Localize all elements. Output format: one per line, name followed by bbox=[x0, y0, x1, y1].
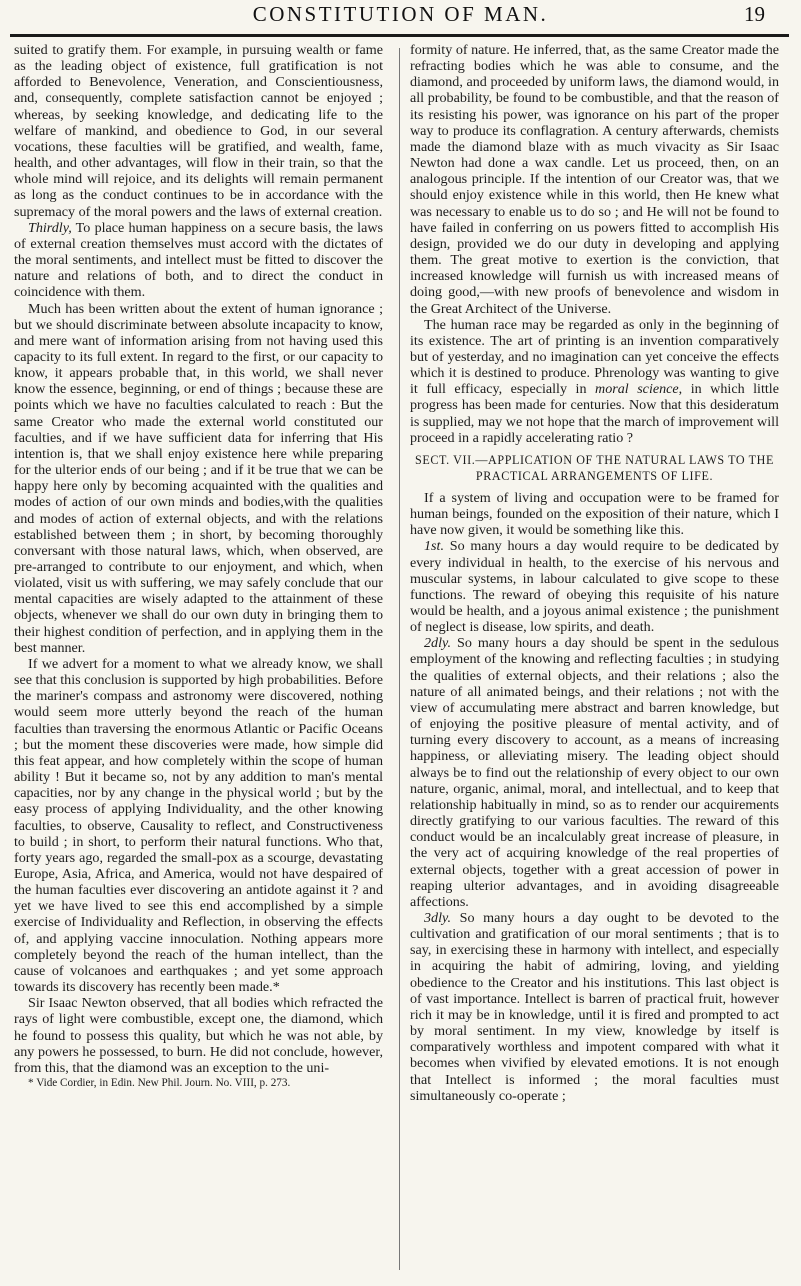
thirdly-lead: Thirdly, bbox=[28, 219, 72, 236]
right-paragraph-1: formity of nature. He inferred, that, as the same Creator made the refracting bodies which he was able to consume, and the diamond, and proceeded by uniform laws, the diamond would, in all probability, be found to be combustible, and that the reason of its resisting his power, was ignorance on his part of the proper way to produce its conflagration. A century afterwards, chemists made the diamond blaze with as much vivacity as Sir Isaac Newton had done a wax candle. Let us proceed, then, on an analogous principle. If the intention of our Creator was, that we should enjoy existence while in this world, then He knew what was necessary to enable us to do so ; and He will not be found to have failed in conferring on us powers fitted to accomplish His design, provided we do our duty in developing and applying them. The great motive to exertion is the conviction, that increased knowledge will furnish us with increased means of doing good,—with new proofs of benevolence and wisdom in the Great Architect of the Universe. bbox=[410, 42, 779, 317]
right-paragraph-2-text-b: , in which little progress has been made for centuries. Now that this desideratum is supplied, may we not hope that the march of improvement will proceed in a rapidly accelerating ratio ? bbox=[410, 381, 779, 446]
left-paragraph-2 bbox=[14, 220, 383, 301]
page-header bbox=[0, 0, 801, 40]
moral-science-emphasis: moral science bbox=[595, 381, 679, 398]
left-paragraph-1: suited to gratify them. For example, in pursuing wealth or fame as the leading object of existence, full gratification is not afforded to Benevolence, Veneration, and Conscientiousness, and, consequently, complete satisfaction cannot be enjoyed ; whereas, by seeking knowledge, and dedicating life to the welfare of mankind, and obedience to God, in our several vocations, these faculties will be gratified, and wealth, fame, health, and other advantages, will flow in their train, so that the whole mind will rejoice, and its delights will remain permanent as long as the conduct continues to be in accordance with the supremacy of the moral powers and the laws of external creation. bbox=[14, 42, 383, 220]
right-paragraph-5 bbox=[410, 635, 779, 910]
column-divider bbox=[399, 48, 400, 1270]
right-paragraph-6 bbox=[410, 910, 779, 1104]
left-paragraph-4: If we advert for a moment to what we already know, we shall see that this conclusion is supported by high probabilities. Before the mariner's compass and astronomy were discovered, nothing would seem more utterly beyond the reach of the human faculties than traversing the enormous Atlantic or Pacific Oceans ; but the moment these discoveries were made, how simple did this feat appear, and how completely within the scope of human ability ! But it became so, not by any addition to man's mental capacities, nor by any change in the physical world ; but by the easy process of applying Individuality, and the other knowing faculties, to observe, Causality to reflect, and Constructiveness to build ; in short, to perform their natural functions. Who that, forty years ago, regarded the small-pox as a scourge, devastating Europe, Asia, Africa, and America, would not have despaired of the human faculties ever discovering an antidote against it ? and yet we have lived to see this end accomplished by a simple exercise of Individuality and Reflection, in observing the effects of, and applying vaccine innoculation. Nothing appears more completely beyond the reach of the human intellect, than the cause of volcanoes and earthquakes ; and yet some approach towards its discovery has recently been made.* bbox=[14, 655, 383, 996]
page-number: 19 bbox=[744, 2, 765, 26]
first-lead: 1st. bbox=[424, 538, 444, 555]
left-column bbox=[14, 42, 383, 1090]
left-paragraph-2-text: To place human happiness on a secure basis, the laws of external creation themselves must accord with the dictates of the moral sentiments, and intellect must be fitted to discover the nature and relations of both, and to direct the conduct in coincidence with them. bbox=[14, 219, 383, 301]
right-paragraph-3: If a system of living and occupation were to be framed for human beings, founded on the exposition of their nature, which I have now given, it would be something like this. bbox=[410, 489, 779, 539]
section-heading: SECT. VII.—APPLICATION OF THE NATURAL LAWS TO THE PRACTICAL ARRANGEMENTS OF LIFE. bbox=[415, 452, 774, 483]
right-paragraph-4 bbox=[410, 538, 779, 635]
right-paragraph-4-text: So many hours a day would require to be dedicated by every individual in health, to the exercise of his nervous and muscular systems, in labour calculated to give scope to these functions. The reward of obeying this requisite of his nature would be health, and a joyous animal existence ; the punishment of neglect is disease, low spirits, and death. bbox=[410, 538, 779, 636]
left-paragraph-5: Sir Isaac Newton observed, that all bodies which refracted the rays of light were combustible, except one, the diamond, which he found to possess this quality, but which he was not able, by any powers he possessed, to burn. He did not conclude, however, from this, that the diamond was an exception to the uni- bbox=[14, 995, 383, 1076]
third-lead: 3dly. bbox=[424, 909, 452, 926]
left-paragraph-3: Much has been written about the extent of human ignorance ; but we should discriminate between absolute incapacity to know, and mere want of information arising from not having used this capacity to its full extent. In regard to the first, or our capacity to know, it appears probable that, in this world, we shall never know the essence, beginning, or end of things ; because these are points which we have no faculties calculated to reach : But the same Creator who made the external world constituted our faculties, and if we have sufficient data for inferring that His intention is, that we shall enjoy existence here while preparing for the ulterior ends of our being ; and if it be true that we can be happy here only by becoming acquainted with the qualities and modes of action of our own minds and bodies,with the qualities and modes of action of external objects, and with the relations established between them ; in short, by becoming thoroughly conversant with those natural laws, which, when observed, are pre-arranged to contribute to our enjoyment, and which, when violated, visit us with suffering, we may safely conclude that our mental capacities are wisely adapted to the attainment of these objects, whenever we shall do our own duty in bringing them to their highest condition of perfection, and in applying them in the best manner. bbox=[14, 300, 383, 656]
right-paragraph-6-text: So many hours a day ought to be devoted to the cultivation and gratification of our moral sentiments ; that is to say, in exercising these in harmony with intellect, and especially in acquiring the habit of admiring, loving, and yielding obedience to the Creator and his institutions. This last object is of vast importance. Intellect is barren of practical fruit, however rich it may be in knowledge, until it is fired and prompted to act by moral sentiment. In my view, knowledge by itself is comparatively worthless and impotent compared with what it becomes when vivified by elevated emotions. It is not enough that Intellect is informed ; the moral faculties must simultaneously co-operate ; bbox=[410, 909, 779, 1104]
right-paragraph-2 bbox=[410, 317, 779, 446]
header-rule bbox=[10, 34, 789, 37]
running-title: CONSTITUTION OF MAN. bbox=[252, 2, 549, 26]
right-paragraph-5-text: So many hours a day should be spent in the sedulous employment of the knowing and reflecting faculties ; in studying the qualities of external objects, and their relations ; also the nature of all animated beings, and their relations ; not with the view of accumulating mere abstract and barren knowledge, but of enjoying the positive pleasure of mental activity, and of turning every discovery to account, as a means of increasing happiness, or alleviating misery. The leading object should always be to find out the relationship of every object to our own nature, organic, animal, moral, and intellectual, and to keep that relationship habitually in mind, so as to render our acquirements directly gratifying to our various faculties. The reward of this conduct would be an incalculably great increase of pleasure, in the very act of acquiring knowledge of the real properties of external objects, together with a great accession of power in reaping ulterior advantages, and in avoiding disagreeable affections. bbox=[410, 635, 779, 910]
footnote: * Vide Cordier, in Edin. New Phil. Journ. No. VIII, p. 273. bbox=[28, 1077, 291, 1089]
second-lead: 2dly. bbox=[424, 635, 452, 652]
right-paragraph-2-text-a: The human race may be regarded as only in the beginning of its existence. The art of printing is an invention comparatively but of yesterday, and no imagination can yet conceive the effects which it is destined to produce. Phrenology was wanting to give it full efficacy, especially in bbox=[410, 316, 779, 398]
right-column bbox=[410, 42, 779, 1104]
